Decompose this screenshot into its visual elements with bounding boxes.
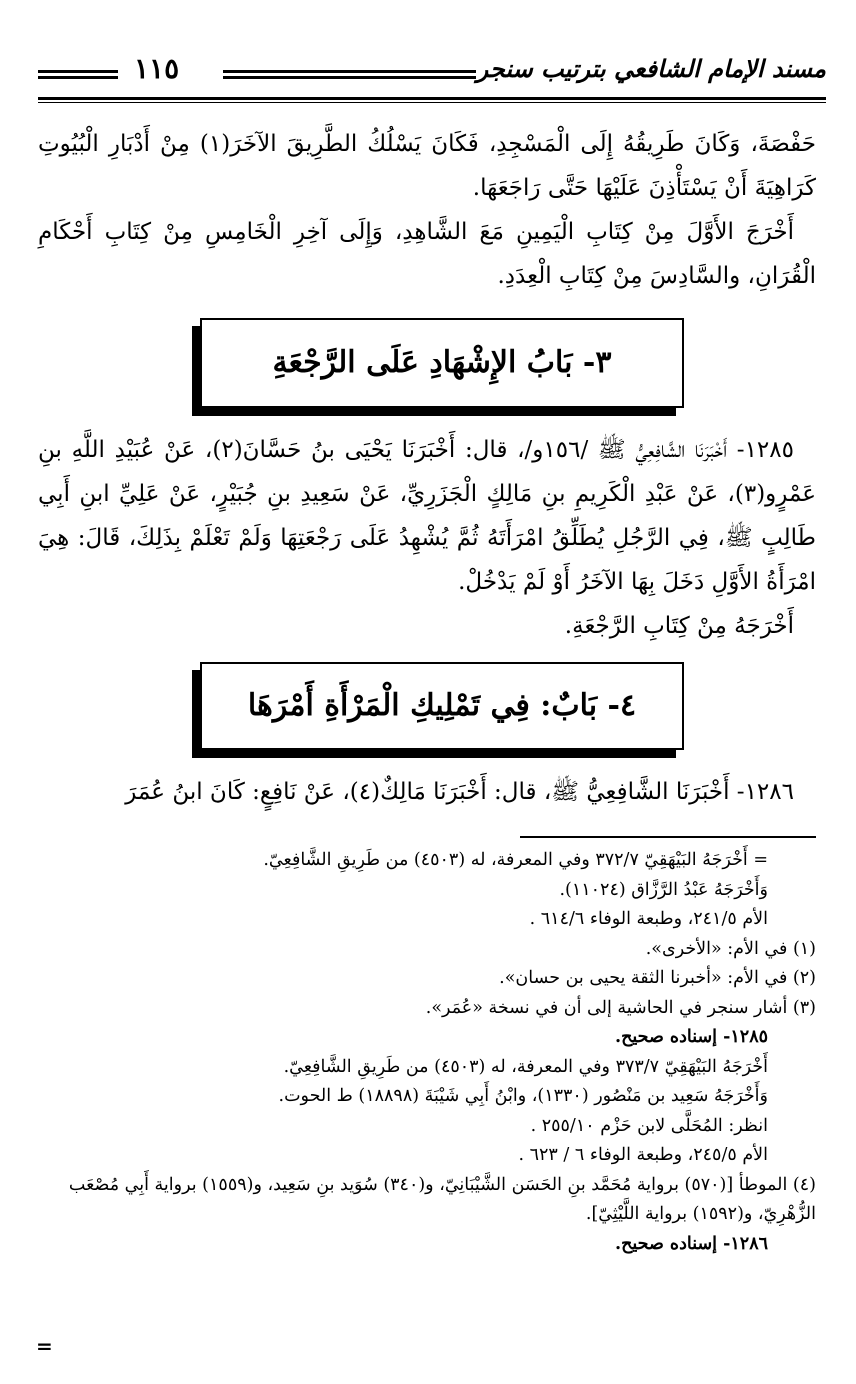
footnote-4: (٤) الموطأ [(٥٧٠) برواية مُحَمَّد بنِ الحَسَن الشَّيْبَانِيّ، و(٣٤٠) سُوَيد بنِ سَعِيد، و(١٥٥٩) برواية أَبِي مُصْعَب الزُّهْرِيّ، و(١٥٩٢) برواية اللَّيْثِيّ]. <box>68 1174 816 1224</box>
hadith-1286 <box>38 770 816 814</box>
hadith-1285-text: ١٢٨٥- أَخْبَرَنَا الشَّافِعِيُّ ﷺ /١٥٦و/، قال: أَخْبَرَنَا يَحْيَى بنُ حَسَّانَ(٢)، عَنْ عُبَيْدِ اللَّهِ بنِ عَمْرٍو(٣)، عَنْ عَبْدِ الْكَرِيمِ بنِ مَالِكٍ الْجَزَرِيِّ، عَنْ سَعِيدِ بنِ جُبَيْرٍ، عَنْ عَلِيِّ ابنِ أَبِي طَالِبٍ ﷺ، فِي الرَّجُلِ يُطَلِّقُ امْرَأَتَهُ ثُمَّ يُشْهِدُ عَلَى رَجْعَتِهَا وَلَمْ تَعْلَمْ بِذَلِكَ، قَالَ: هِيَ امْرَأَةُ الأَوَّلِ دَخَلَ بِهَا الآخَرُ أَوْ لَمْ يَدْخُلْ. <box>38 437 816 595</box>
footnote-separator <box>520 836 816 838</box>
footnote-1: (١) في الأم: «الأخرى». <box>645 938 816 959</box>
footnote-3: (٣) أشار سنجر في الحاشية إلى أن في نسخة «عُمَر». <box>425 997 816 1018</box>
continuation-mark: = <box>36 1334 53 1358</box>
header-rule-right <box>223 70 476 79</box>
hadith-1285-note-line: أَخْرَجَهُ البَيْهَقِيّ ٣٧٣/٧ وفي المعرفة، له (٤٥٠٣) من طَرِيقِ الشَّافِعِيّ. <box>283 1056 768 1077</box>
chapter-heading-3 <box>200 318 684 408</box>
paragraph-source: أَخْرَجَ الأَوَّلَ مِنْ كِتَابِ الْيَمِينِ مَعَ الشَّاهِدِ، وَإِلَى آخِرِ الْخَامِسِ مِنْ كِتَابِ أَحْكَامِ الْقُرَانِ، والسَّادِسَ مِنْ كِتَابِ الْعِدَدِ. <box>38 219 816 289</box>
hadith-1286-grade: ١٢٨٦- إسناده صحيح. <box>615 1233 768 1254</box>
running-title: مسند الإمام الشافعي بترتيب سنجر <box>476 54 826 83</box>
footnotes <box>34 846 816 1259</box>
footnote-continued-line: الأم ٢٤١/٥، وطبعة الوفاء ٦١٤/٦ . <box>529 909 768 929</box>
hadith-1285-note-line: الأم ٢٤٥/٥، وطبعة الوفاء ٦ / ٦٢٣ . <box>518 1145 768 1165</box>
hadith-1285-grade: ١٢٨٥- إسناده صحيح. <box>615 1027 768 1047</box>
chapter-heading-4 <box>200 662 684 750</box>
hadith-1285-source: أَخْرَجَهُ مِنْ كِتَابِ الرَّجْعَةِ. <box>564 613 794 639</box>
header-rule-left <box>38 70 118 79</box>
page-number: ١١٥ <box>134 52 180 85</box>
hadith-1285 <box>38 428 816 648</box>
chapter-title-4: ٤- بَابٌ: فِي تَمْلِيكِ الْمَرْأَةِ أَمْرَهَا <box>247 688 637 723</box>
footnote-2: (٢) في الأم: «أخبرنا الثقة يحيى بن حسان». <box>499 968 816 988</box>
header-underline <box>38 97 826 103</box>
chapter-title-3: ٣- بَابُ الإِشْهَادِ عَلَى الرَّجْعَةِ <box>272 345 612 380</box>
footnote-continued-line: = أَخْرَجَهُ البَيْهَقِيّ ٣٧٢/٧ وفي المعرفة، له (٤٥٠٣) من طَرِيقِ الشَّافِعِيّ. <box>263 850 768 870</box>
paragraph-continued: حَفْصَةَ، وَكَانَ طَرِيقُهُ إِلَى الْمَسْجِدِ، فَكَانَ يَسْلُكُ الطَّرِيقَ الآخَرَ(١) مِنْ أَدْبَارِ الْبُيُوتِ كَرَاهِيَةَ أَنْ يَسْتَأْذِنَ عَلَيْهَا حَتَّى رَاجَعَهَا. <box>38 131 816 201</box>
hadith-1285-note-line: انظر: المُحَلَّى لابن حَزْم ٢٥٥/١٠ . <box>530 1115 768 1136</box>
page-header <box>38 52 826 102</box>
hadith-1286-text: ١٢٨٦- أَخْبَرَنَا الشَّافِعِيُّ ﷺ، قال: أَخْبَرَنَا مَالِكٌ(٤)، عَنْ نَافِعٍ: كَانَ ابنُ عُمَرَ <box>125 779 794 805</box>
top-paragraphs <box>38 122 816 298</box>
hadith-1285-note-line: وَأَخْرَجَهُ سَعِيد بن مَنْصُور (١٣٣٠)، وابْنُ أَبِي شَيْبَةَ (١٨٨٩٨) ط الحوت. <box>278 1086 768 1106</box>
footnote-continued-line: وَأَخْرَجَهُ عَبْدُ الرَّزَّاق (١١٠٢٤). <box>559 879 768 900</box>
